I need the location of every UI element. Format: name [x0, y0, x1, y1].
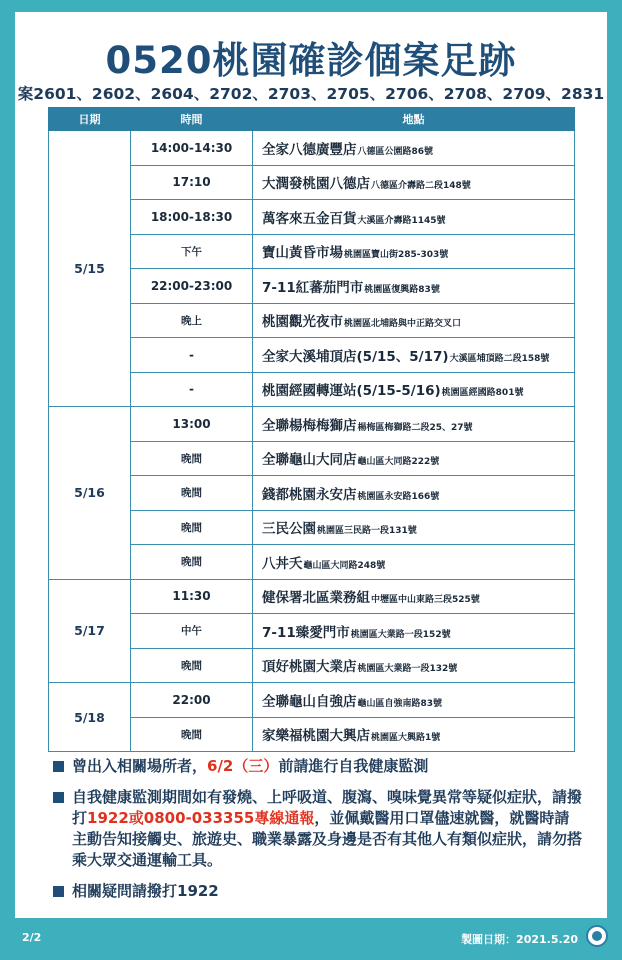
date-cell: 5/16	[49, 407, 131, 580]
note-text: 相關疑問請撥打1922	[72, 882, 219, 900]
note-text: ，並佩戴醫用口罩儘速就醫，就醫時請主動告知接觸史、旅遊史、職業暴露及身邊是否有其他人有類似症狀，請勿搭乘大眾交通運輸工具。	[72, 809, 583, 869]
date-cell: 5/17	[49, 579, 131, 683]
place-address: 桃園區大業路一段132號	[357, 664, 458, 675]
place-cell	[253, 200, 575, 235]
time-cell: -	[131, 338, 253, 373]
government-seal-icon	[586, 925, 608, 947]
date-cell: 5/15	[49, 131, 131, 407]
header-place: 地點	[253, 108, 575, 131]
place-name: 寶山黃昏市場	[262, 245, 343, 262]
place-name: 桃園經國轉運站(5/15-5/16)	[262, 383, 441, 400]
notice-card	[15, 12, 607, 918]
table-header-row	[49, 108, 575, 131]
header-time: 時間	[131, 108, 253, 131]
place-cell	[253, 476, 575, 511]
place-name: 三民公園	[262, 521, 316, 538]
time-cell: 晚間	[131, 717, 253, 752]
note-highlight: 1922或0800-033355專線通報	[87, 809, 315, 827]
place-cell	[253, 303, 575, 338]
place-name: 八丼夭	[262, 555, 303, 572]
place-address: 桃園區三民路一段131號	[317, 526, 417, 537]
table-row	[49, 683, 575, 718]
place-cell	[253, 234, 575, 269]
square-bullet-icon	[53, 886, 64, 897]
date-cell: 5/18	[49, 683, 131, 752]
time-cell: 11:30	[131, 579, 253, 614]
place-cell	[253, 648, 575, 683]
place-name: 7-11臻愛門市	[262, 624, 350, 641]
place-name: 錢都桃園永安店	[262, 486, 357, 503]
place-name: 全聯楊梅梅獅店	[262, 417, 357, 434]
place-cell	[253, 407, 575, 442]
note-text: 前請進行自我健康監測	[278, 757, 429, 775]
place-cell	[253, 717, 575, 752]
time-cell: 中午	[131, 614, 253, 649]
place-address: 桃園區永安路166號	[357, 491, 440, 502]
note-text: 自我健康監測期間如有發燒、上呼吸道、腹瀉、嗅味覺異常等疑似症狀，請撥打	[72, 788, 583, 827]
page-title: 0520桃園確診個案足跡	[105, 39, 517, 82]
place-name: 萬客來五金百貨	[262, 210, 357, 227]
place-address: 龜山區大同路248號	[303, 560, 386, 571]
place-address: 桃園區寶山街285-303號	[344, 250, 449, 261]
time-cell: 晚上	[131, 303, 253, 338]
place-address: 八德區公園路86號	[357, 146, 434, 157]
table-row	[49, 407, 575, 442]
place-name: 全家大溪埔頂店(5/15、5/17)	[262, 348, 449, 365]
place-address: 中壢區中山東路三段525號	[371, 595, 480, 606]
place-name: 全聯龜山自強店	[262, 693, 357, 710]
time-cell: 22:00	[131, 683, 253, 718]
place-cell	[253, 614, 575, 649]
place-name: 全家八德廣豐店	[262, 141, 357, 158]
place-cell	[253, 683, 575, 718]
place-name: 健保署北區業務組	[262, 590, 370, 607]
square-bullet-icon	[53, 792, 64, 803]
time-cell: 晚間	[131, 441, 253, 476]
time-cell: 晚間	[131, 510, 253, 545]
place-name: 頂好桃園大業店	[262, 659, 357, 676]
header-date: 日期	[49, 108, 131, 131]
time-cell: 17:10	[131, 165, 253, 200]
place-cell	[253, 372, 575, 407]
place-address: 八德區介壽路二段148號	[371, 181, 471, 192]
note-self-monitoring	[52, 756, 582, 777]
time-cell: 晚間	[131, 476, 253, 511]
time-cell: 22:00-23:00	[131, 269, 253, 304]
time-cell: 14:00-14:30	[131, 131, 253, 166]
time-cell: 下午	[131, 234, 253, 269]
place-address: 桃園區大興路1號	[371, 733, 441, 744]
place-address: 桃園區復興路83號	[364, 284, 440, 295]
notes-section	[52, 756, 582, 912]
place-address: 桃園區經國路801號	[441, 388, 524, 399]
place-name: 桃園觀光夜市	[262, 314, 343, 331]
place-cell	[253, 510, 575, 545]
time-cell: 18:00-18:30	[131, 200, 253, 235]
note-text: 曾出入相關場所者，	[72, 757, 208, 775]
table-row	[49, 579, 575, 614]
place-address: 大溪區介壽路1145號	[357, 215, 446, 226]
case-numbers: 案2601、2602、2604、2702、2703、2705、2706、2708、2709、2831	[17, 85, 605, 103]
time-cell: -	[131, 372, 253, 407]
place-cell	[253, 441, 575, 476]
place-name: 大潤發桃園八德店	[262, 176, 370, 193]
place-cell	[253, 269, 575, 304]
place-name: 7-11紅蕃茄門市	[262, 279, 364, 296]
place-cell	[253, 131, 575, 166]
note-highlight: 6/2（三）	[207, 757, 279, 775]
time-cell: 晚間	[131, 648, 253, 683]
place-cell	[253, 165, 575, 200]
place-address: 桃園區北埔路與中正路交叉口	[344, 319, 462, 330]
place-cell	[253, 545, 575, 580]
creation-date: 製圖日期：2021.5.20	[461, 933, 578, 946]
place-cell	[253, 338, 575, 373]
page-number: 2/2	[22, 931, 42, 944]
place-address: 龜山區大同路222號	[357, 457, 440, 468]
place-address: 桃園區大業路一段152號	[350, 629, 451, 640]
table-row	[49, 131, 575, 166]
place-address: 龜山區自強南路83號	[357, 698, 443, 709]
note-symptoms	[52, 787, 582, 871]
time-cell: 13:00	[131, 407, 253, 442]
place-name: 全聯龜山大同店	[262, 452, 357, 469]
time-cell: 晚間	[131, 545, 253, 580]
place-address: 大溪區埔頂路二段158號	[449, 353, 550, 364]
place-address: 楊梅區梅獅路二段25、27號	[357, 422, 473, 433]
square-bullet-icon	[53, 761, 64, 772]
place-name: 家樂福桃園大興店	[262, 728, 370, 745]
place-cell	[253, 579, 575, 614]
note-hotline	[52, 881, 582, 902]
footprint-table	[48, 107, 575, 752]
